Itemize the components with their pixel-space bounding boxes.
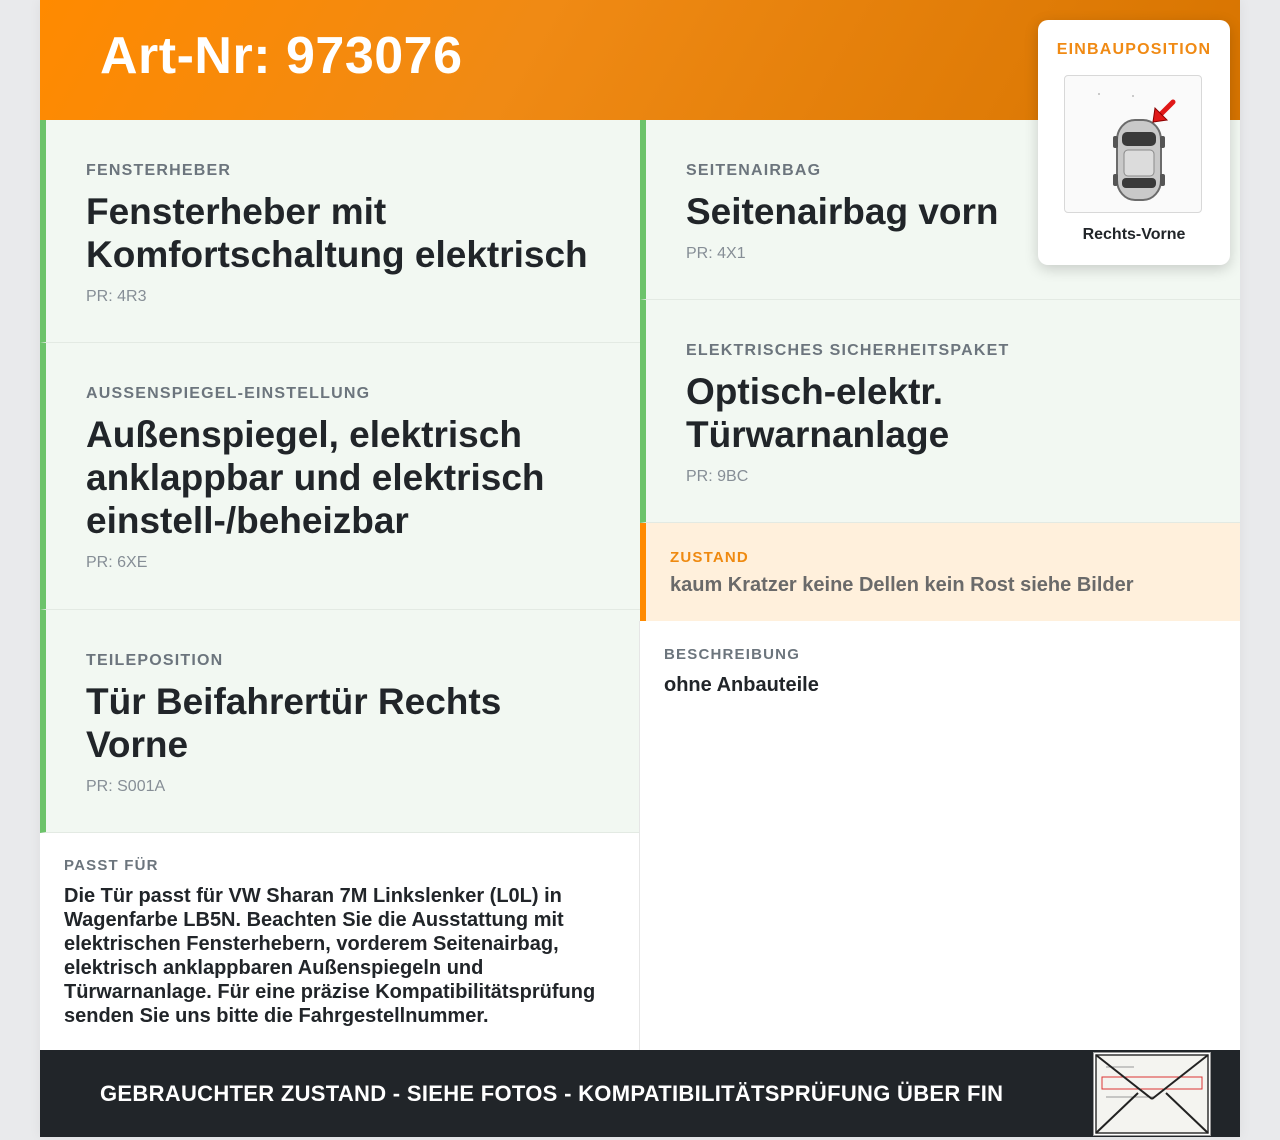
card-value: Außenspiegel, elektrisch anklappbar und elektrisch einstell-/beheizbar bbox=[86, 414, 545, 541]
card-label: TEILEPOSITION bbox=[86, 652, 224, 669]
card-pr-code: PR: 4R3 bbox=[86, 288, 147, 305]
zustand-label: ZUSTAND bbox=[670, 549, 749, 566]
datasheet bbox=[40, 0, 1240, 1137]
card-value: Tür Beifahrertür Rechts Vorne bbox=[86, 681, 502, 765]
card-aussenspiegel bbox=[40, 343, 640, 610]
footer-text: GEBRAUCHTER ZUSTAND - SIEHE FOTOS - KOMPATIBILITÄTSPRÜFUNG ÜBER FIN bbox=[100, 1081, 1004, 1106]
card-pr-code: PR: 9BC bbox=[686, 468, 749, 485]
card-label: FENSTERHEBER bbox=[86, 162, 232, 179]
einbauposition-image-frame bbox=[1064, 75, 1202, 213]
card-label: SEITENAIRBAG bbox=[686, 162, 822, 179]
card-fensterheber bbox=[40, 120, 640, 343]
card-value: Seitenairbag vorn bbox=[686, 191, 999, 232]
column-divider bbox=[639, 621, 640, 1050]
beschreibung-text: ohne Anbauteile bbox=[664, 674, 819, 696]
passt-fuer-text: Die Tür passt für VW Sharan 7M Linkslenker (L0L) in Wagenfarbe LB5N. Beachten Sie die Ausstattung mit elektrischen Fensterhebern, vorderem Seitenairbag, elektrisch anklappbaren Außenspiegeln und Türwarnanlage. Für eine präzise Kompatibilitätsprüfung senden Sie uns bitte die Fahrgestellnummer. bbox=[64, 885, 596, 1027]
card-value: Optisch-elektr. Türwarnanlage bbox=[686, 371, 950, 455]
article-number: Art-Nr: 973076 bbox=[100, 27, 463, 85]
beschreibung-label: BESCHREIBUNG bbox=[664, 646, 801, 663]
card-pr-code: PR: 4X1 bbox=[686, 245, 746, 262]
zustand-text: kaum Kratzer keine Dellen kein Rost siehe Bilder bbox=[670, 574, 1134, 596]
passt-fuer-label: PASST FÜR bbox=[64, 857, 159, 874]
position-arrow-icon bbox=[1153, 102, 1173, 122]
card-pr-code: PR: S001A bbox=[86, 778, 166, 795]
beschreibung-section bbox=[664, 646, 1214, 697]
einbauposition-title: EINBAUPOSITION bbox=[1056, 41, 1212, 58]
card-sicherheitspaket bbox=[640, 300, 1240, 523]
footer-bar bbox=[40, 1050, 1240, 1137]
card-teileposition bbox=[40, 610, 640, 833]
einbauposition-card bbox=[1038, 20, 1230, 265]
zustand-box bbox=[640, 523, 1240, 621]
car-top-view-icon bbox=[1065, 76, 1201, 212]
card-value: Fensterheber mit Komfortschaltung elektrisch bbox=[86, 191, 588, 275]
card-pr-code: PR: 6XE bbox=[86, 554, 148, 571]
card-label: ELEKTRISCHES SICHERHEITSPAKET bbox=[686, 342, 1010, 359]
document-envelope-icon bbox=[1093, 1052, 1211, 1136]
einbauposition-value: Rechts-Vorne bbox=[1082, 226, 1186, 243]
card-label: AUSSENSPIEGEL-EINSTELLUNG bbox=[86, 385, 371, 402]
passt-fuer-section bbox=[64, 857, 614, 1028]
